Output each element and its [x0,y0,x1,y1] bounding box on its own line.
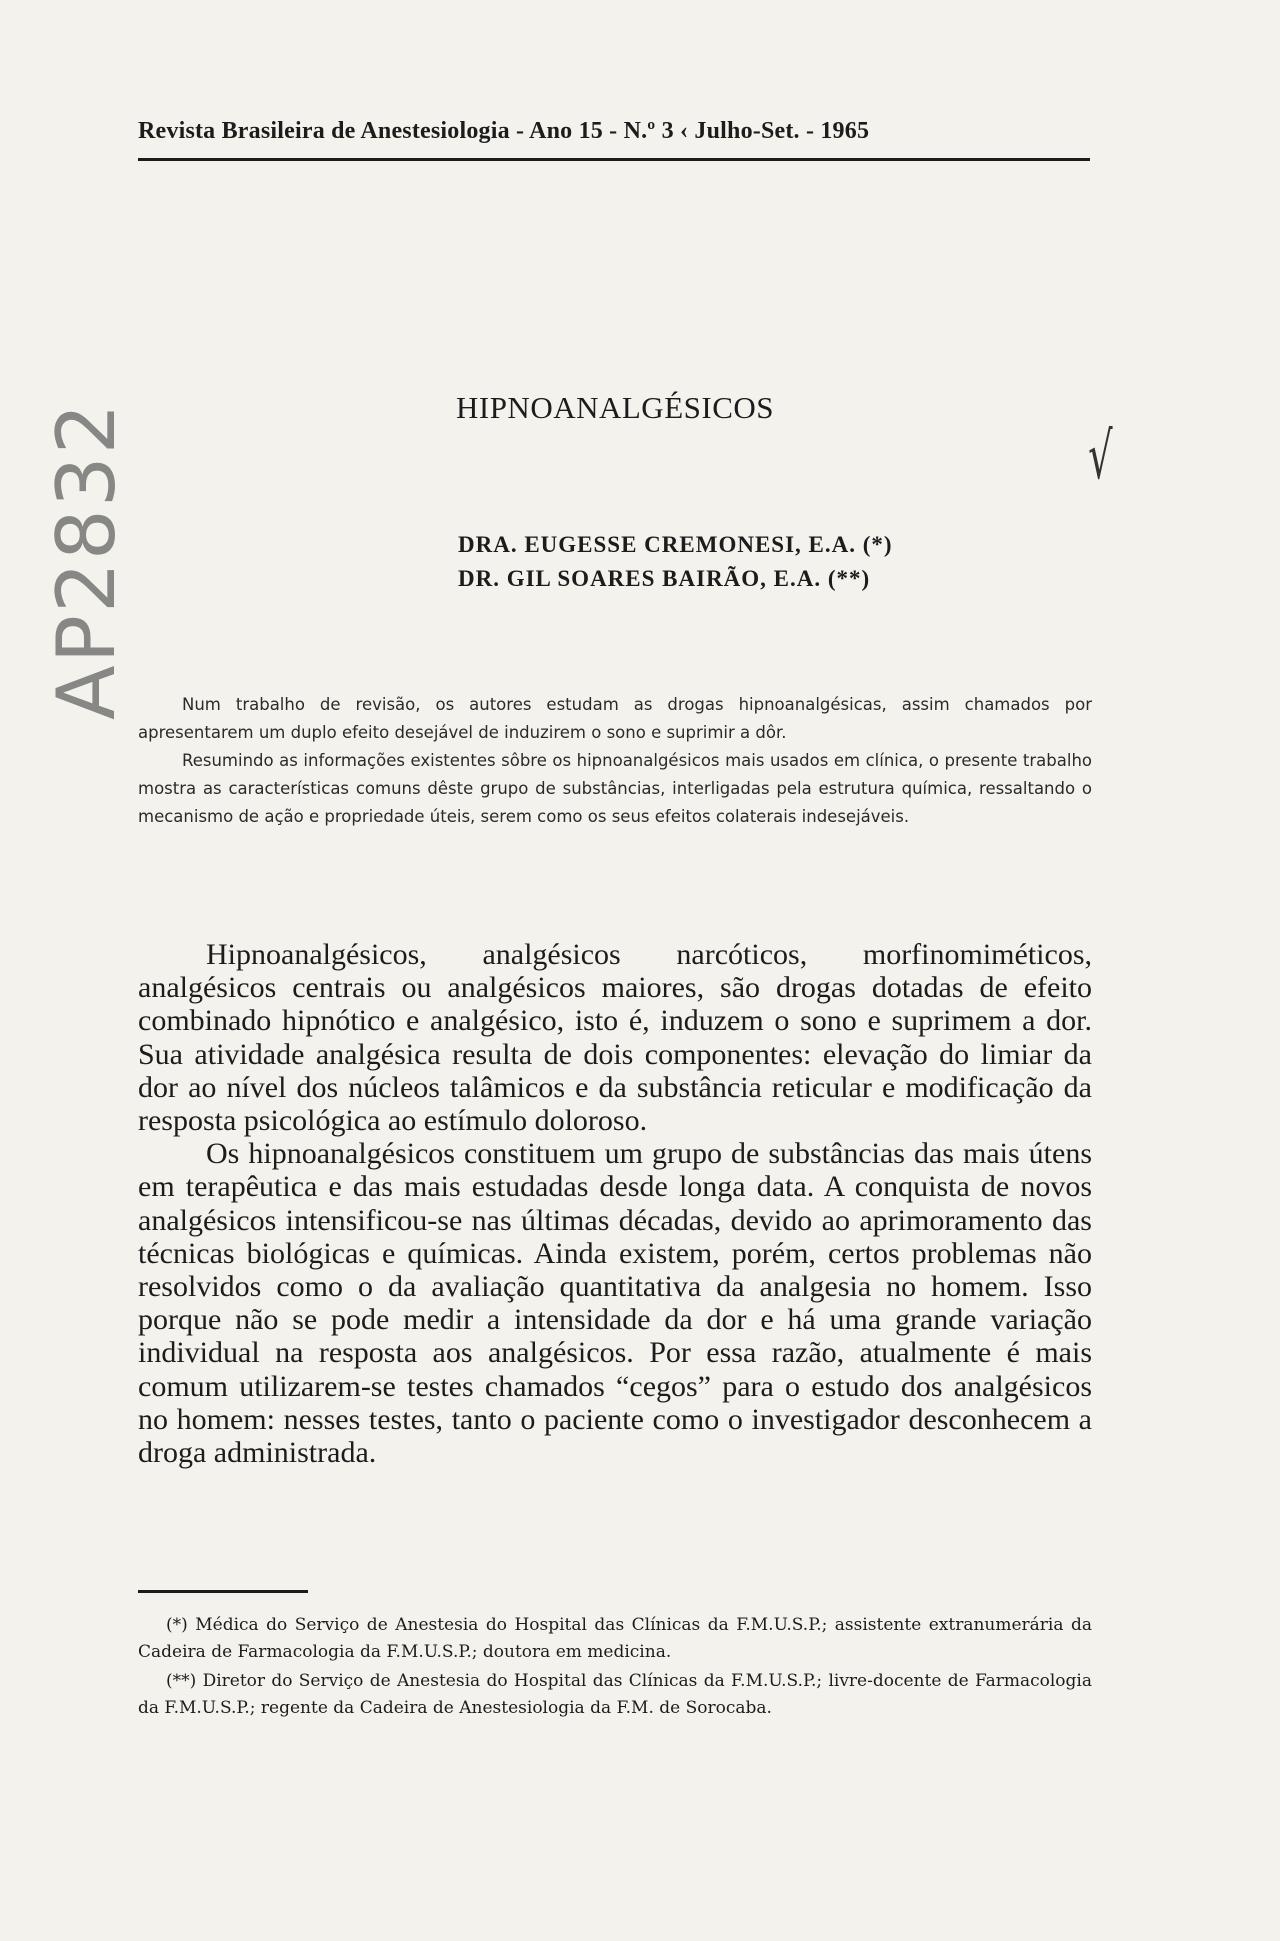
abstract-paragraph-2: Resumindo as informações existentes sôbre os hipnoanalgésicos mais usados em clínica, o presente trabalho mostra as características comuns dêste grupo de substâncias, interligadas pela estrutura química, ressaltando o mecanismo de ação e propriedade úteis, serem como os seus efeitos colaterais indesejáveis. [138,751,1092,826]
body-paragraph-2: Os hipnoanalgésicos constituem um grupo de substâncias das mais útens em terapêutica e das mais estudadas desde longa data. A conquista de novos analgésicos intensificou-se nas últimas décadas, devido ao aprimoramento das técnicas biológicas e químicas. Ainda existem, porém, certos problemas não resolvidos como o da avaliação quantitativa da analgesia no homem. Isso porque não se pode medir a intensidade da dor e há uma grande variação individual na resposta aos analgésicos. Por essa razão, atualmente é mais comum utilizarem-se testes chamados “cegos” para o estudo dos analgésicos no homem: nesses testes, tanto o paciente como o investigador desconhecem a droga administrada. [138,1137,1092,1470]
running-header: Revista Brasileira de Anestesiologia - Ano 15 - N.º 3 ‹ Julho-Set. - 1965 [138,118,870,144]
body-paragraph-1: Hipnoanalgésicos, analgésicos narcóticos, morfinomiméticos, analgésicos centrais ou analgésicos maiores, são drogas dotadas de efeito combinado hipnótico e analgésico, isto é, induzem o sono e suprimem a dor. Sua atividade analgésica resulta de dois componentes: elevação do limiar da dor ao nível dos núcleos talâmicos e da substância reticular e modificação da resposta psicológica ao estímulo doloroso. [138,938,1092,1138]
handwritten-margin-annotation: AP2832 [40,401,133,720]
abstract [138,691,1092,831]
header-rule [138,158,1090,161]
check-mark-icon: √ [1088,420,1113,494]
footnote-rule [138,1590,308,1593]
author-1: DRA. EUGESSE CREMONESI, E.A. (*) [458,532,893,557]
footnotes [138,1612,1092,1724]
author-list [458,528,893,596]
article-title: HIPNOANALGÉSICOS [455,390,774,425]
footnote-1: (*) Médica do Serviço de Anestesia do Hospital das Clínicas da F.M.U.S.P.; assistente extranumerária da Cadeira de Farmacologia da F.M.U.S.P.; doutora em medicina. [138,1615,1092,1662]
abstract-paragraph-1: Num trabalho de revisão, os autores estudam as drogas hipnoanalgésicas, assim chamados por apresentarem um duplo efeito desejável de induzirem o sono e suprimir a dôr. [138,695,1092,742]
footnote-2: (**) Diretor do Serviço de Anestesia do Hospital das Clínicas da F.M.U.S.P.; livre-docente de Farmacologia da F.M.U.S.P.; regente da Cadeira de Anestesiologia da F.M. de Sorocaba. [138,1671,1092,1718]
author-2: DR. GIL SOARES BAIRÃO, E.A. (**) [458,566,871,591]
article-body [138,938,1092,1469]
